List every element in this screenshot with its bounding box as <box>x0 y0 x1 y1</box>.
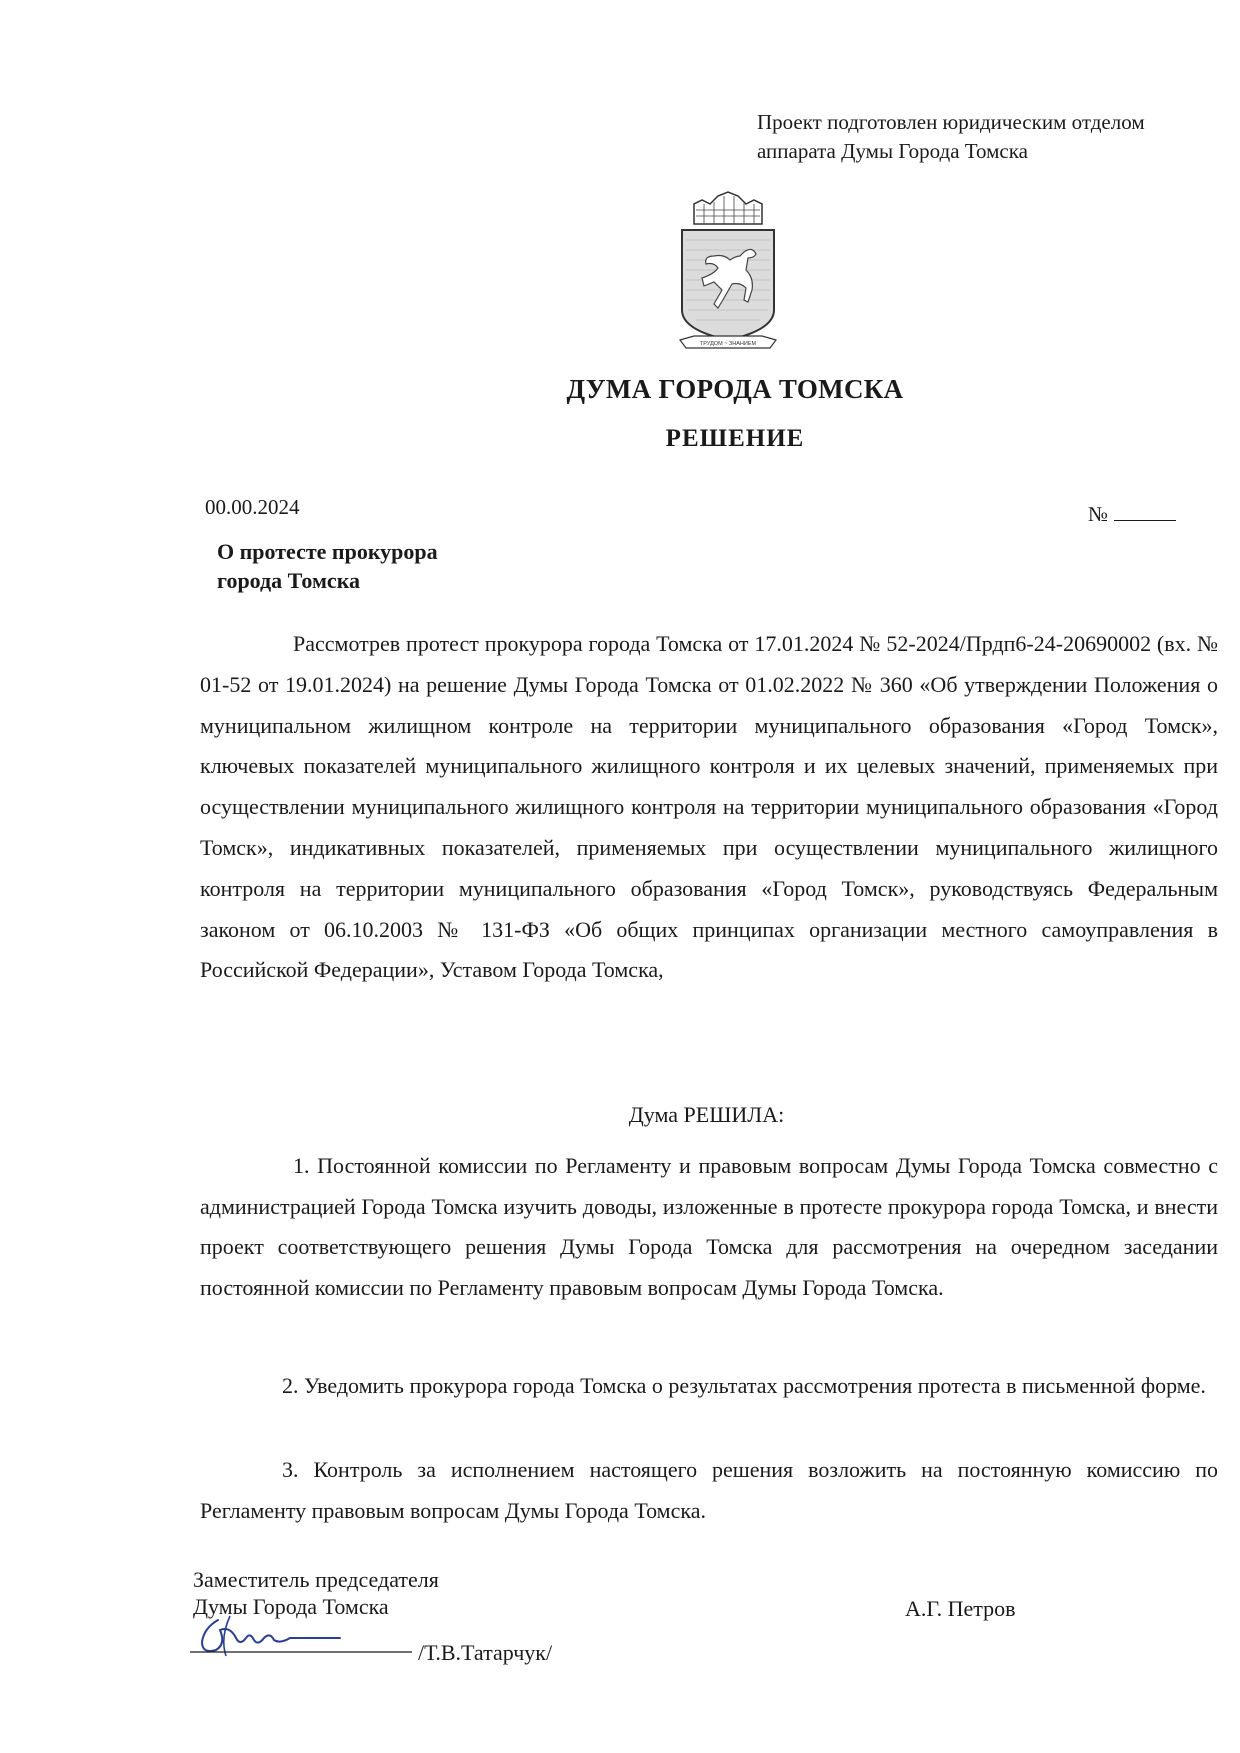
signatory-position-line2: Думы Города Томска <box>193 1594 389 1619</box>
document-number <box>1088 502 1176 527</box>
number-label: № <box>1088 502 1109 526</box>
header-note <box>757 108 1227 166</box>
organization-name: ДУМА ГОРОДА ТОМСКА <box>566 374 904 404</box>
subject-line1: О протесте прокурора <box>217 539 438 564</box>
document-subject <box>217 537 438 595</box>
subject-line2: города Томска <box>217 568 361 593</box>
resolution-item-2: 2. Уведомить прокурора города Томска о результатах рассмотрения протеста в письменной форме. <box>282 1373 1206 1398</box>
resolution-item-3: 3. Контроль за исполнением настоящего решения возложить на постоянную комиссию по Регламенту правовым вопросам Думы Города Томска. <box>200 1457 1218 1523</box>
signer-name: /Т.В.Татарчук/ <box>418 1640 553 1665</box>
number-blank-line <box>1114 502 1176 521</box>
header-note-line1: Проект подготовлен юридическим отделом <box>757 110 1145 134</box>
handwritten-signature <box>190 1608 420 1668</box>
resolved-heading: Дума РЕШИЛА: <box>628 1102 785 1127</box>
emblem-ribbon-text: ТРУДОМ ~ ЗНАНИЕМ <box>699 341 757 347</box>
resolution-item-1: 1. Постоянной комиссии по Регламенту и правовым вопросам Думы Города Томска совместно с администрацией Города Томска изучить доводы, изложенные в протесте прокурора города Томска, и внести проект соответствующего решения Думы Города Томска для рассмотрения на очередном заседании постоянной комиссии по Регламенту правовым вопросам Думы Города Томска. <box>200 1153 1218 1300</box>
header-note-line2: аппарата Думы Города Томска <box>757 139 1028 163</box>
document-type: РЕШЕНИЕ <box>665 425 805 452</box>
preamble-paragraph: Рассмотрев протест прокурора города Томска от 17.01.2024 № 52-2024/Прдп6-24-20690002 (вх. № 01-52 от 19.01.2024) на решение Думы Города Томска от 01.02.2022 № 360 «Об утверждении Положения о муниципальном жилищном контроле на территории муниципального образования «Город Томск», ключевых показателей муниципального жилищного контроля и их целевых значений, применяемых при осуществлении муниципального жилищного контроля на территории муниципального образования «Город Томск», индикативных показателей, применяемых при осуществлении муниципального жилищного контроля на территории муниципального образования «Город Томск», руководствуясь Федеральным законом от 06.10.2003 № 131-ФЗ «Об общих принципах организации местного самоуправления в Российской Федерации», Уставом Города Томска, <box>200 631 1218 983</box>
city-coat-of-arms-emblem <box>674 190 782 360</box>
signatory-position-line1: Заместитель председателя <box>193 1567 439 1592</box>
chairman-name: А.Г. Петров <box>905 1596 1016 1621</box>
document-date: 00.00.2024 <box>205 495 300 519</box>
